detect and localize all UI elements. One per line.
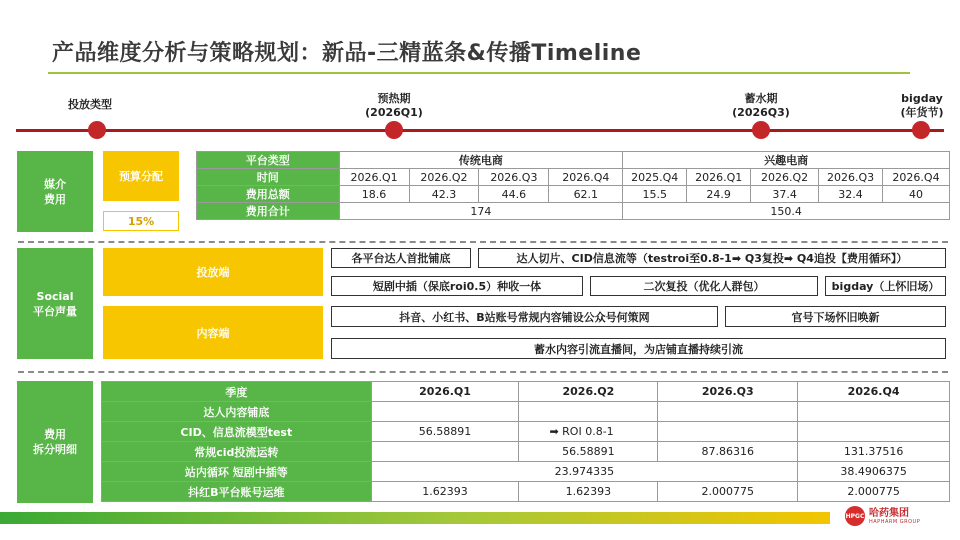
social-section-label: Social 平台声量 (17, 248, 93, 359)
cost-cell: 38.4906375 (798, 462, 950, 482)
period-cell: 2026.Q3 (479, 169, 549, 186)
budget-percent: 15% (103, 211, 179, 231)
value-cell: 40 (883, 186, 950, 203)
cost-cell (658, 402, 798, 422)
cost-cell: 2.000775 (658, 482, 798, 502)
box-talent-first-batch: 各平台达人首批铺底 (331, 248, 471, 268)
period-cell: 2026.Q2 (409, 169, 479, 186)
period-cell: 2025.Q4 (623, 169, 687, 186)
row-label: CID、信息流模型test (102, 422, 372, 442)
quarter-cell: 2026.Q2 (519, 382, 658, 402)
sum-interest: 150.4 (623, 203, 950, 220)
timeline-dot-start (88, 121, 106, 139)
timeline-dot-accumulate (752, 121, 770, 139)
box-official-account: 官号下场怀旧唤新 (725, 306, 946, 327)
table-row (102, 402, 950, 422)
logo-mark-icon: HPGC (845, 506, 865, 526)
section-divider (18, 241, 948, 243)
box-short-drama-insert: 短剧中插（保底roi0.5）种收一体 (331, 276, 583, 296)
box-live-stream-traffic: 蓄水内容引流直播间，为店铺直播持续引流 (331, 338, 946, 359)
period-cell: 2026.Q1 (339, 169, 409, 186)
value-cell: 32.4 (819, 186, 883, 203)
value-cell: 18.6 (339, 186, 409, 203)
value-cell: 37.4 (751, 186, 819, 203)
page-title: 产品维度分析与策略规划：新品-三精蓝条&传播Timeline (52, 41, 642, 66)
table-row (102, 462, 950, 482)
media-cost-table (196, 151, 950, 220)
logo-name: 哈药集团 (869, 507, 909, 519)
table-row (197, 169, 950, 186)
timeline-type-label: 投放类型 (68, 98, 112, 111)
cost-cell: 56.58891 (519, 442, 658, 462)
milestone-label-accumulate: 蓄水期 (2026Q3) (732, 92, 790, 119)
table-row (197, 152, 950, 169)
table-row (197, 186, 950, 203)
group-traditional-ecommerce: 传统电商 (339, 152, 623, 169)
cost-cell: ➡ ROI 0.8-1 (519, 422, 658, 442)
sum-traditional: 174 (339, 203, 623, 220)
row-label: 站内循环 短剧中插等 (102, 462, 372, 482)
quarter-cell: 2026.Q4 (798, 382, 950, 402)
row-label: 常规cid投流运转 (102, 442, 372, 462)
cost-cell (519, 402, 658, 422)
content-end-label: 内容端 (103, 306, 323, 359)
sum-header: 费用合计 (197, 203, 340, 220)
table-row (102, 442, 950, 462)
table-row (197, 203, 950, 220)
section-divider (18, 371, 948, 373)
group-interest-ecommerce: 兴趣电商 (623, 152, 950, 169)
table-row (102, 382, 950, 402)
cost-cell: 1.62393 (519, 482, 658, 502)
cost-cell (658, 422, 798, 442)
period-cell: 2026.Q3 (819, 169, 883, 186)
media-section-label: 媒介 费用 (17, 151, 93, 232)
cost-cell (371, 442, 519, 462)
row-label: 达人内容铺底 (102, 402, 372, 422)
box-bigday: bigday（上怀旧场） (825, 276, 946, 296)
value-cell: 44.6 (479, 186, 549, 203)
cost-cell: 56.58891 (371, 422, 519, 442)
timeline-dot-bigday (912, 121, 930, 139)
table-row (102, 482, 950, 502)
quarter-header: 季度 (102, 382, 372, 402)
quarter-cell: 2026.Q3 (658, 382, 798, 402)
cost-cell: 131.37516 (798, 442, 950, 462)
cost-section-label: 费用 拆分明细 (17, 381, 93, 503)
quarter-cell: 2026.Q1 (371, 382, 519, 402)
company-logo (845, 506, 920, 526)
cost-cell: 2.000775 (798, 482, 950, 502)
logo-subtitle: HAPHARM GROUP (869, 518, 921, 525)
delivery-end-label: 投放端 (103, 248, 323, 296)
box-cid-feed-delivery: 达人切片、CID信息流等（testroi至0.8-1➡ Q3复投➡ Q4追投【费用循环】） (478, 248, 946, 268)
box-platform-content: 抖音、小红书、B站账号常规内容铺设公众号何策网 (331, 306, 718, 327)
value-cell: 24.9 (687, 186, 751, 203)
period-cell: 2026.Q4 (549, 169, 623, 186)
title-divider (48, 72, 910, 74)
value-cell: 15.5 (623, 186, 687, 203)
period-cell: 2026.Q1 (687, 169, 751, 186)
cost-cell: 23.974335 (371, 462, 798, 482)
table-row (102, 422, 950, 442)
box-second-delivery: 二次复投（优化人群包） (590, 276, 818, 296)
platform-type-header: 平台类型 (197, 152, 340, 169)
footer-gradient-bar (0, 512, 830, 524)
cost-cell: 87.86316 (658, 442, 798, 462)
cost-cell (798, 402, 950, 422)
timeline-dot-warmup (385, 121, 403, 139)
milestone-label-warmup: 预热期 (2026Q1) (365, 92, 423, 119)
row-label: 抖红B平台账号运维 (102, 482, 372, 502)
timeline-line (16, 129, 944, 132)
period-cell: 2026.Q4 (883, 169, 950, 186)
time-header: 时间 (197, 169, 340, 186)
budget-allocation-label: 预算分配 (103, 151, 179, 201)
total-header: 费用总额 (197, 186, 340, 203)
cost-cell: 1.62393 (371, 482, 519, 502)
value-cell: 42.3 (409, 186, 479, 203)
milestone-label-bigday: bigday (年货节) (900, 92, 944, 119)
period-cell: 2026.Q2 (751, 169, 819, 186)
cost-cell (371, 402, 519, 422)
cost-cell (798, 422, 950, 442)
cost-breakdown-table (101, 381, 950, 502)
value-cell: 62.1 (549, 186, 623, 203)
